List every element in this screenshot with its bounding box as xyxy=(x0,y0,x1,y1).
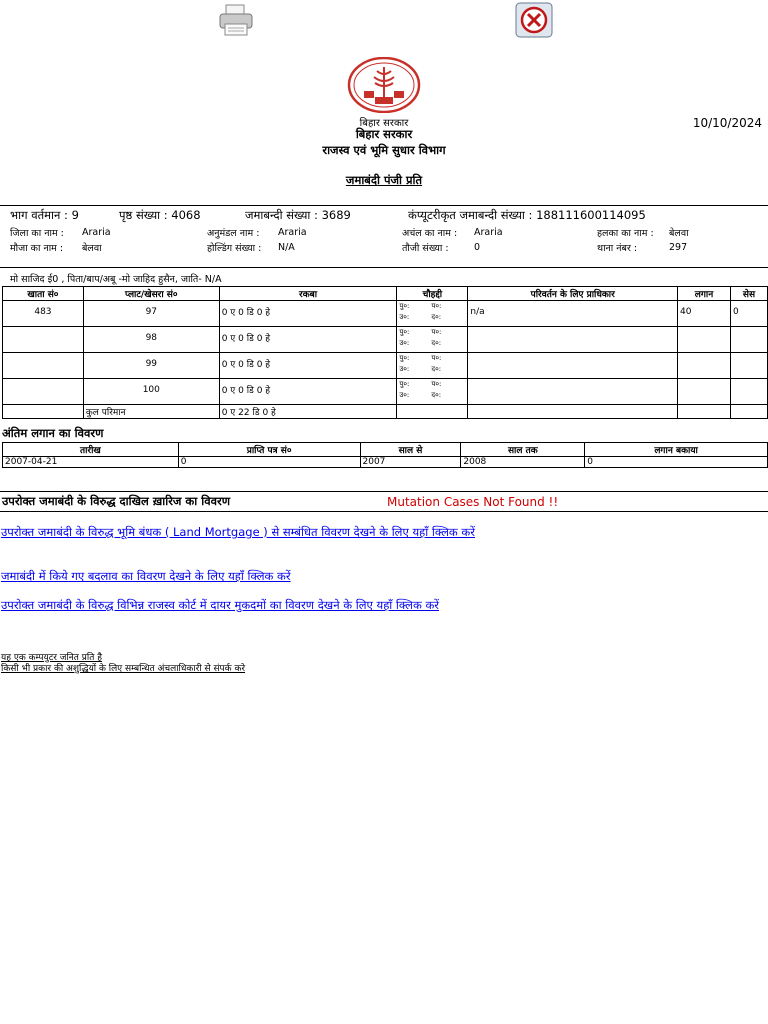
mutation-title: उपरोक्त जमाबंदी के विरुद्ध दाखिल ख़ारिज का विवरण xyxy=(2,494,231,508)
chauhaddi-cell: पु०: प०: उ०: द०: xyxy=(397,327,468,353)
chauhaddi-cell: पु०: प०: उ०: द०: xyxy=(397,379,468,405)
footer-line1: यह एक कम्पयुटर जनित प्रति है xyxy=(1,653,103,663)
plot-cell: 97 xyxy=(83,301,219,327)
mauja-value: बेलवा xyxy=(82,243,102,254)
khata-cell: 483 xyxy=(3,301,84,327)
footer-line2: किसी भी प्रकार की अशुद्धियों के लिए सम्बन्धित अंचलाधिकारी से संपर्क करे xyxy=(1,664,246,674)
lagan-header-row xyxy=(3,443,768,457)
col-ses: सेस xyxy=(730,287,767,301)
table-row xyxy=(3,301,768,327)
lagan-year-to: 2008 xyxy=(461,457,585,468)
lagan-cell: 40 xyxy=(678,301,731,327)
chauhaddi-cell: पु०: प०: उ०: द०: xyxy=(397,301,468,327)
lagan-cell xyxy=(678,327,731,353)
ses-cell xyxy=(730,379,767,405)
lagan-date: 2007-04-21 xyxy=(3,457,179,468)
col-chauhaddi: चौहद्दी xyxy=(397,287,468,301)
ses-cell: 0 xyxy=(730,301,767,327)
jamabandi-table xyxy=(2,286,768,419)
plot-cell: 99 xyxy=(83,353,219,379)
department-name: राजस्व एवं भूमि सुधार विभाग xyxy=(322,143,446,157)
lagan-cell xyxy=(678,379,731,405)
col-lagan: लगान xyxy=(678,287,731,301)
gov-small: बिहार सरकार xyxy=(359,118,409,129)
col-rakba: रकबा xyxy=(219,287,397,301)
col-year-from: साल से xyxy=(360,443,461,457)
computer-jamabandi-label: कंप्यूटरीकृत जमाबन्दी संख्या : 188111600114095 xyxy=(408,208,646,222)
jamabandi-label: जमाबन्दी संख्या : 3689 xyxy=(245,208,351,222)
district-value: Araria xyxy=(82,227,111,238)
table-row xyxy=(3,379,768,405)
col-dues: लगान बकाया xyxy=(585,443,768,457)
col-khata: खाता सं० xyxy=(3,287,84,301)
lagan-receipt: 0 xyxy=(178,457,360,468)
authority-cell xyxy=(468,327,678,353)
lagan-table xyxy=(2,442,768,468)
mutation-status: Mutation Cases Not Found !! xyxy=(387,495,559,509)
authority-cell xyxy=(468,379,678,405)
court-cases-link[interactable]: उपरोक्त जमाबंदी के विरुद्ध विभिन्न राजस्व कोर्ट में दायर मुकदमों का विवरण देखने के लिए यहाँ क्लिक करें xyxy=(1,598,439,612)
anumandal-value: Araria xyxy=(278,227,307,238)
total-rakba: 0 ए 22 डि 0 हे xyxy=(219,405,397,419)
thana-value: 297 xyxy=(669,242,688,253)
anchal-label: अचंल का नाम : xyxy=(402,228,458,239)
col-plot: प्लाट/खेसरा सं० xyxy=(83,287,219,301)
bihar-emblem xyxy=(347,57,421,113)
plot-cell: 98 xyxy=(83,327,219,353)
table-row xyxy=(3,353,768,379)
table-row xyxy=(3,327,768,353)
holding-value: N/A xyxy=(278,242,295,253)
rakba-cell: 0 ए 0 डि 0 हे xyxy=(219,327,397,353)
anumandal-label: अनुमंडल नाम : xyxy=(207,228,260,239)
total-label: कुल परिमान xyxy=(83,405,219,419)
lagan-cell xyxy=(678,353,731,379)
lagan-title: अंतिम लगान का विवरण xyxy=(2,426,104,440)
khata-cell xyxy=(3,379,84,405)
rakba-cell: 0 ए 0 डि 0 हे xyxy=(219,301,397,327)
rakba-cell: 0 ए 0 डि 0 हे xyxy=(219,379,397,405)
chauhaddi-cell: पु०: प०: उ०: द०: xyxy=(397,353,468,379)
khata-cell xyxy=(3,353,84,379)
printer-icon[interactable] xyxy=(216,2,256,38)
total-row xyxy=(3,405,768,419)
ses-cell xyxy=(730,353,767,379)
anchal-value: Araria xyxy=(474,227,503,238)
page-title: जमाबंदी पंजी प्रति xyxy=(345,173,423,187)
lagan-dues: 0 xyxy=(585,457,768,468)
tauji-label: तौजी संख्या : xyxy=(402,243,449,254)
col-year-to: साल तक xyxy=(461,443,585,457)
table-header-row xyxy=(3,287,768,301)
halka-value: बेलवा xyxy=(669,228,689,239)
owner-details: मो साजिद ई0 , पिता/बाप/अबू -मो जाहिद हुसैन, जाति- N/A xyxy=(10,274,222,285)
table-row xyxy=(3,457,768,468)
ses-cell xyxy=(730,327,767,353)
prishtha-label: पृष्ठ संख्या : 4068 xyxy=(119,208,201,222)
gov-name: बिहार सरकार xyxy=(355,127,413,141)
khata-cell xyxy=(3,327,84,353)
bhag-label: भाग वर्तमान : 9 xyxy=(10,208,79,222)
col-authority: परिवर्तन के लिए प्राधिकार xyxy=(468,287,678,301)
col-receipt: प्राप्ति पत्र सं० xyxy=(178,443,360,457)
land-mortgage-link[interactable]: उपरोक्त जमाबंदी के विरुद्ध भूमि बंधक ( Land Mortgage ) से सम्बंधित विवरण देखने के लिए यहाँ क्लिक करें xyxy=(1,525,475,539)
authority-cell: n/a xyxy=(468,301,678,327)
report-date: 10/10/2024 xyxy=(692,116,762,130)
halka-label: हलका का नाम : xyxy=(597,228,654,239)
thana-label: थाना नंबर : xyxy=(597,243,638,254)
holding-label: होल्डिंग संख्या : xyxy=(207,243,262,254)
col-date: तारीख xyxy=(3,443,179,457)
lagan-year-from: 2007 xyxy=(360,457,461,468)
rakba-cell: 0 ए 0 डि 0 हे xyxy=(219,353,397,379)
changes-link[interactable]: जमाबंदी में किये गए बदलाव का विवरण देखने के लिए यहाँ क्लिक करें xyxy=(1,569,291,583)
district-label: जिला का नाम : xyxy=(10,228,64,239)
mauja-label: मौजा का नाम : xyxy=(10,243,64,254)
close-icon[interactable] xyxy=(515,2,553,38)
tauji-value: 0 xyxy=(474,242,481,253)
plot-cell: 100 xyxy=(83,379,219,405)
authority-cell xyxy=(468,353,678,379)
